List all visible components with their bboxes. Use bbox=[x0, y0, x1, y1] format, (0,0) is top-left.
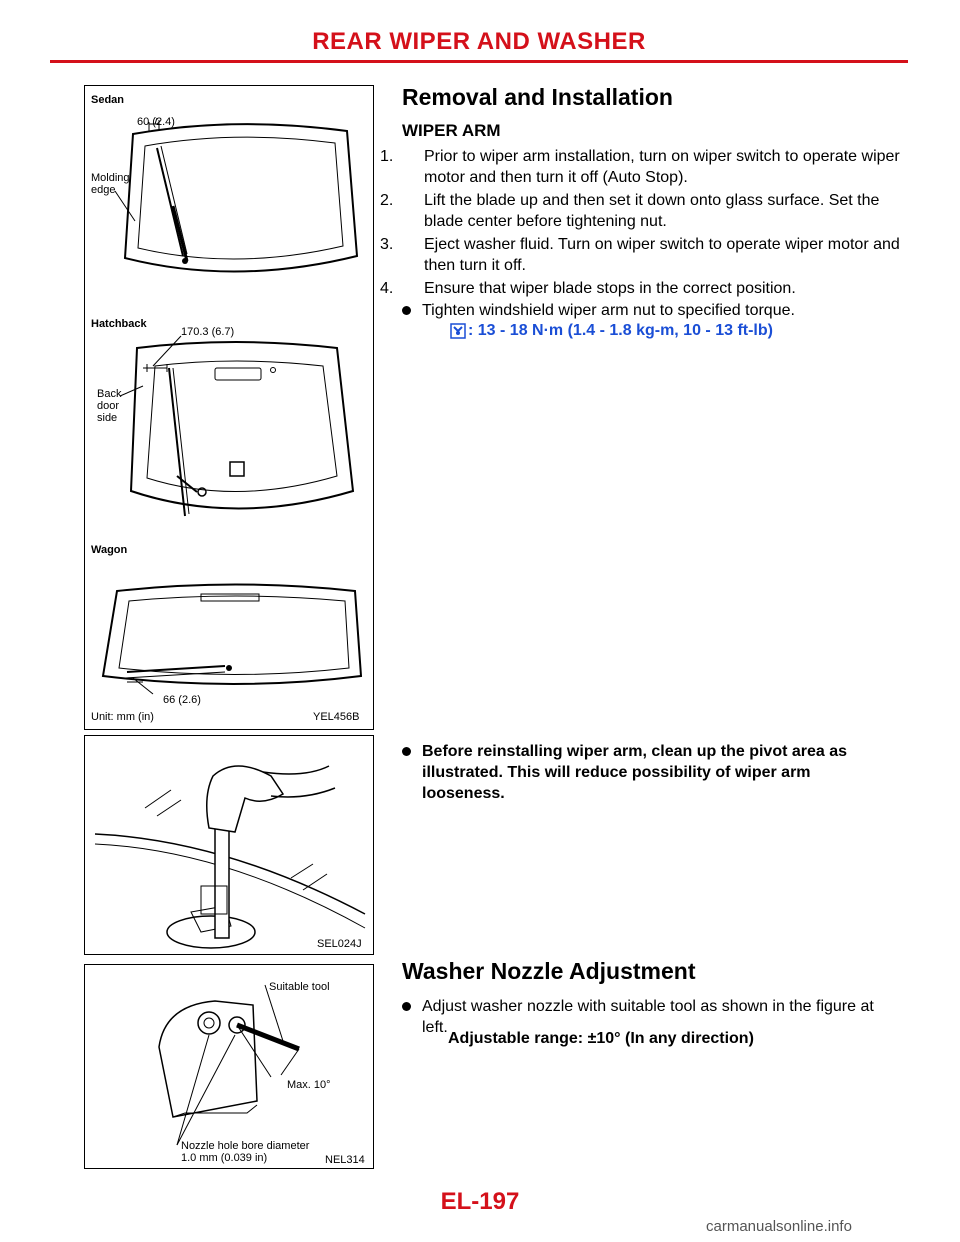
nozzle-illustration-svg bbox=[85, 965, 373, 1168]
bullet-text: Adjust washer nozzle with suitable tool as shown in the figure at left. bbox=[422, 998, 874, 1036]
figure-code: YEL456B bbox=[313, 711, 360, 723]
figure-pivot-cleaning bbox=[84, 735, 374, 955]
step-number: 1. bbox=[380, 148, 394, 165]
suitable-tool-label: Suitable tool bbox=[269, 981, 330, 993]
pivot-illustration-svg bbox=[85, 736, 373, 954]
bullet-dot bbox=[402, 306, 411, 315]
torque-value: : 13 - 18 N·m (1.4 - 1.8 kg-m, 10 - 13 ft-lb) bbox=[468, 322, 773, 339]
bullet-dot bbox=[402, 747, 411, 756]
hatchback-dimension: 170.3 (6.7) bbox=[181, 326, 235, 338]
step-3 bbox=[380, 234, 904, 276]
header-rule bbox=[50, 60, 908, 63]
bullet-text: Tighten windshield wiper arm nut to specified torque. bbox=[422, 302, 795, 319]
section-title-washer-nozzle: Washer Nozzle Adjustment bbox=[402, 958, 696, 984]
wagon-label: Wagon bbox=[91, 544, 128, 556]
step-text: Lift the blade up and then set it down onto glass surface. Set the blade center before tightening nut. bbox=[424, 192, 880, 230]
molding-edge-label: Molding edge bbox=[91, 172, 130, 196]
section-title-removal: Removal and Installation bbox=[402, 84, 673, 110]
sedan-dimension: 60 (2.4) bbox=[137, 116, 175, 128]
figure-code: SEL024J bbox=[317, 938, 362, 950]
torque-spec bbox=[450, 322, 773, 340]
step-4 bbox=[380, 278, 904, 299]
figure-code: NEL314 bbox=[325, 1154, 365, 1166]
figure-washer-nozzle bbox=[84, 964, 374, 1169]
step-2 bbox=[380, 190, 904, 232]
step-text: Prior to wiper arm installation, turn on wiper switch to operate wiper motor and then turn it off (Auto Stop). bbox=[424, 148, 900, 186]
figure-wiper-arm-positions bbox=[84, 85, 374, 730]
hatchback-label: Hatchback bbox=[91, 318, 147, 330]
bullet-pivot-cleaning bbox=[402, 741, 880, 804]
page-header-title: REAR WIPER AND WASHER bbox=[312, 28, 646, 55]
bullet-text: Before reinstalling wiper arm, clean up the pivot area as illustrated. This will reduce possibility of wiper arm looseness. bbox=[422, 743, 848, 802]
bullet-tighten-nut bbox=[402, 300, 880, 321]
watermark: carmanualsonline.info bbox=[706, 1218, 852, 1235]
nozzle-bore-label: Nozzle hole bore diameter 1.0 mm (0.039 in) bbox=[181, 1140, 310, 1164]
unit-label: Unit: mm (in) bbox=[91, 711, 154, 723]
step-number: 4. bbox=[380, 280, 394, 297]
step-1 bbox=[380, 146, 904, 188]
adjustable-range: Adjustable range: ±10° (In any direction) bbox=[448, 1030, 754, 1047]
torque-wrench-icon bbox=[450, 323, 466, 339]
wagon-dimension: 66 (2.6) bbox=[163, 694, 201, 706]
bullet-dot bbox=[402, 1002, 411, 1011]
max-angle-label: Max. 10° bbox=[287, 1079, 331, 1091]
subsection-title-wiper-arm: WIPER ARM bbox=[402, 121, 501, 140]
step-text: Eject washer fluid. Turn on wiper switch to operate wiper motor and then turn it off. bbox=[424, 236, 900, 274]
step-number: 3. bbox=[380, 236, 394, 253]
back-door-side-label: Back door side bbox=[97, 388, 122, 424]
page-number: EL-197 bbox=[440, 1188, 520, 1215]
step-text: Ensure that wiper blade stops in the correct position. bbox=[424, 280, 796, 297]
step-number: 2. bbox=[380, 192, 394, 209]
sedan-label: Sedan bbox=[91, 94, 125, 106]
